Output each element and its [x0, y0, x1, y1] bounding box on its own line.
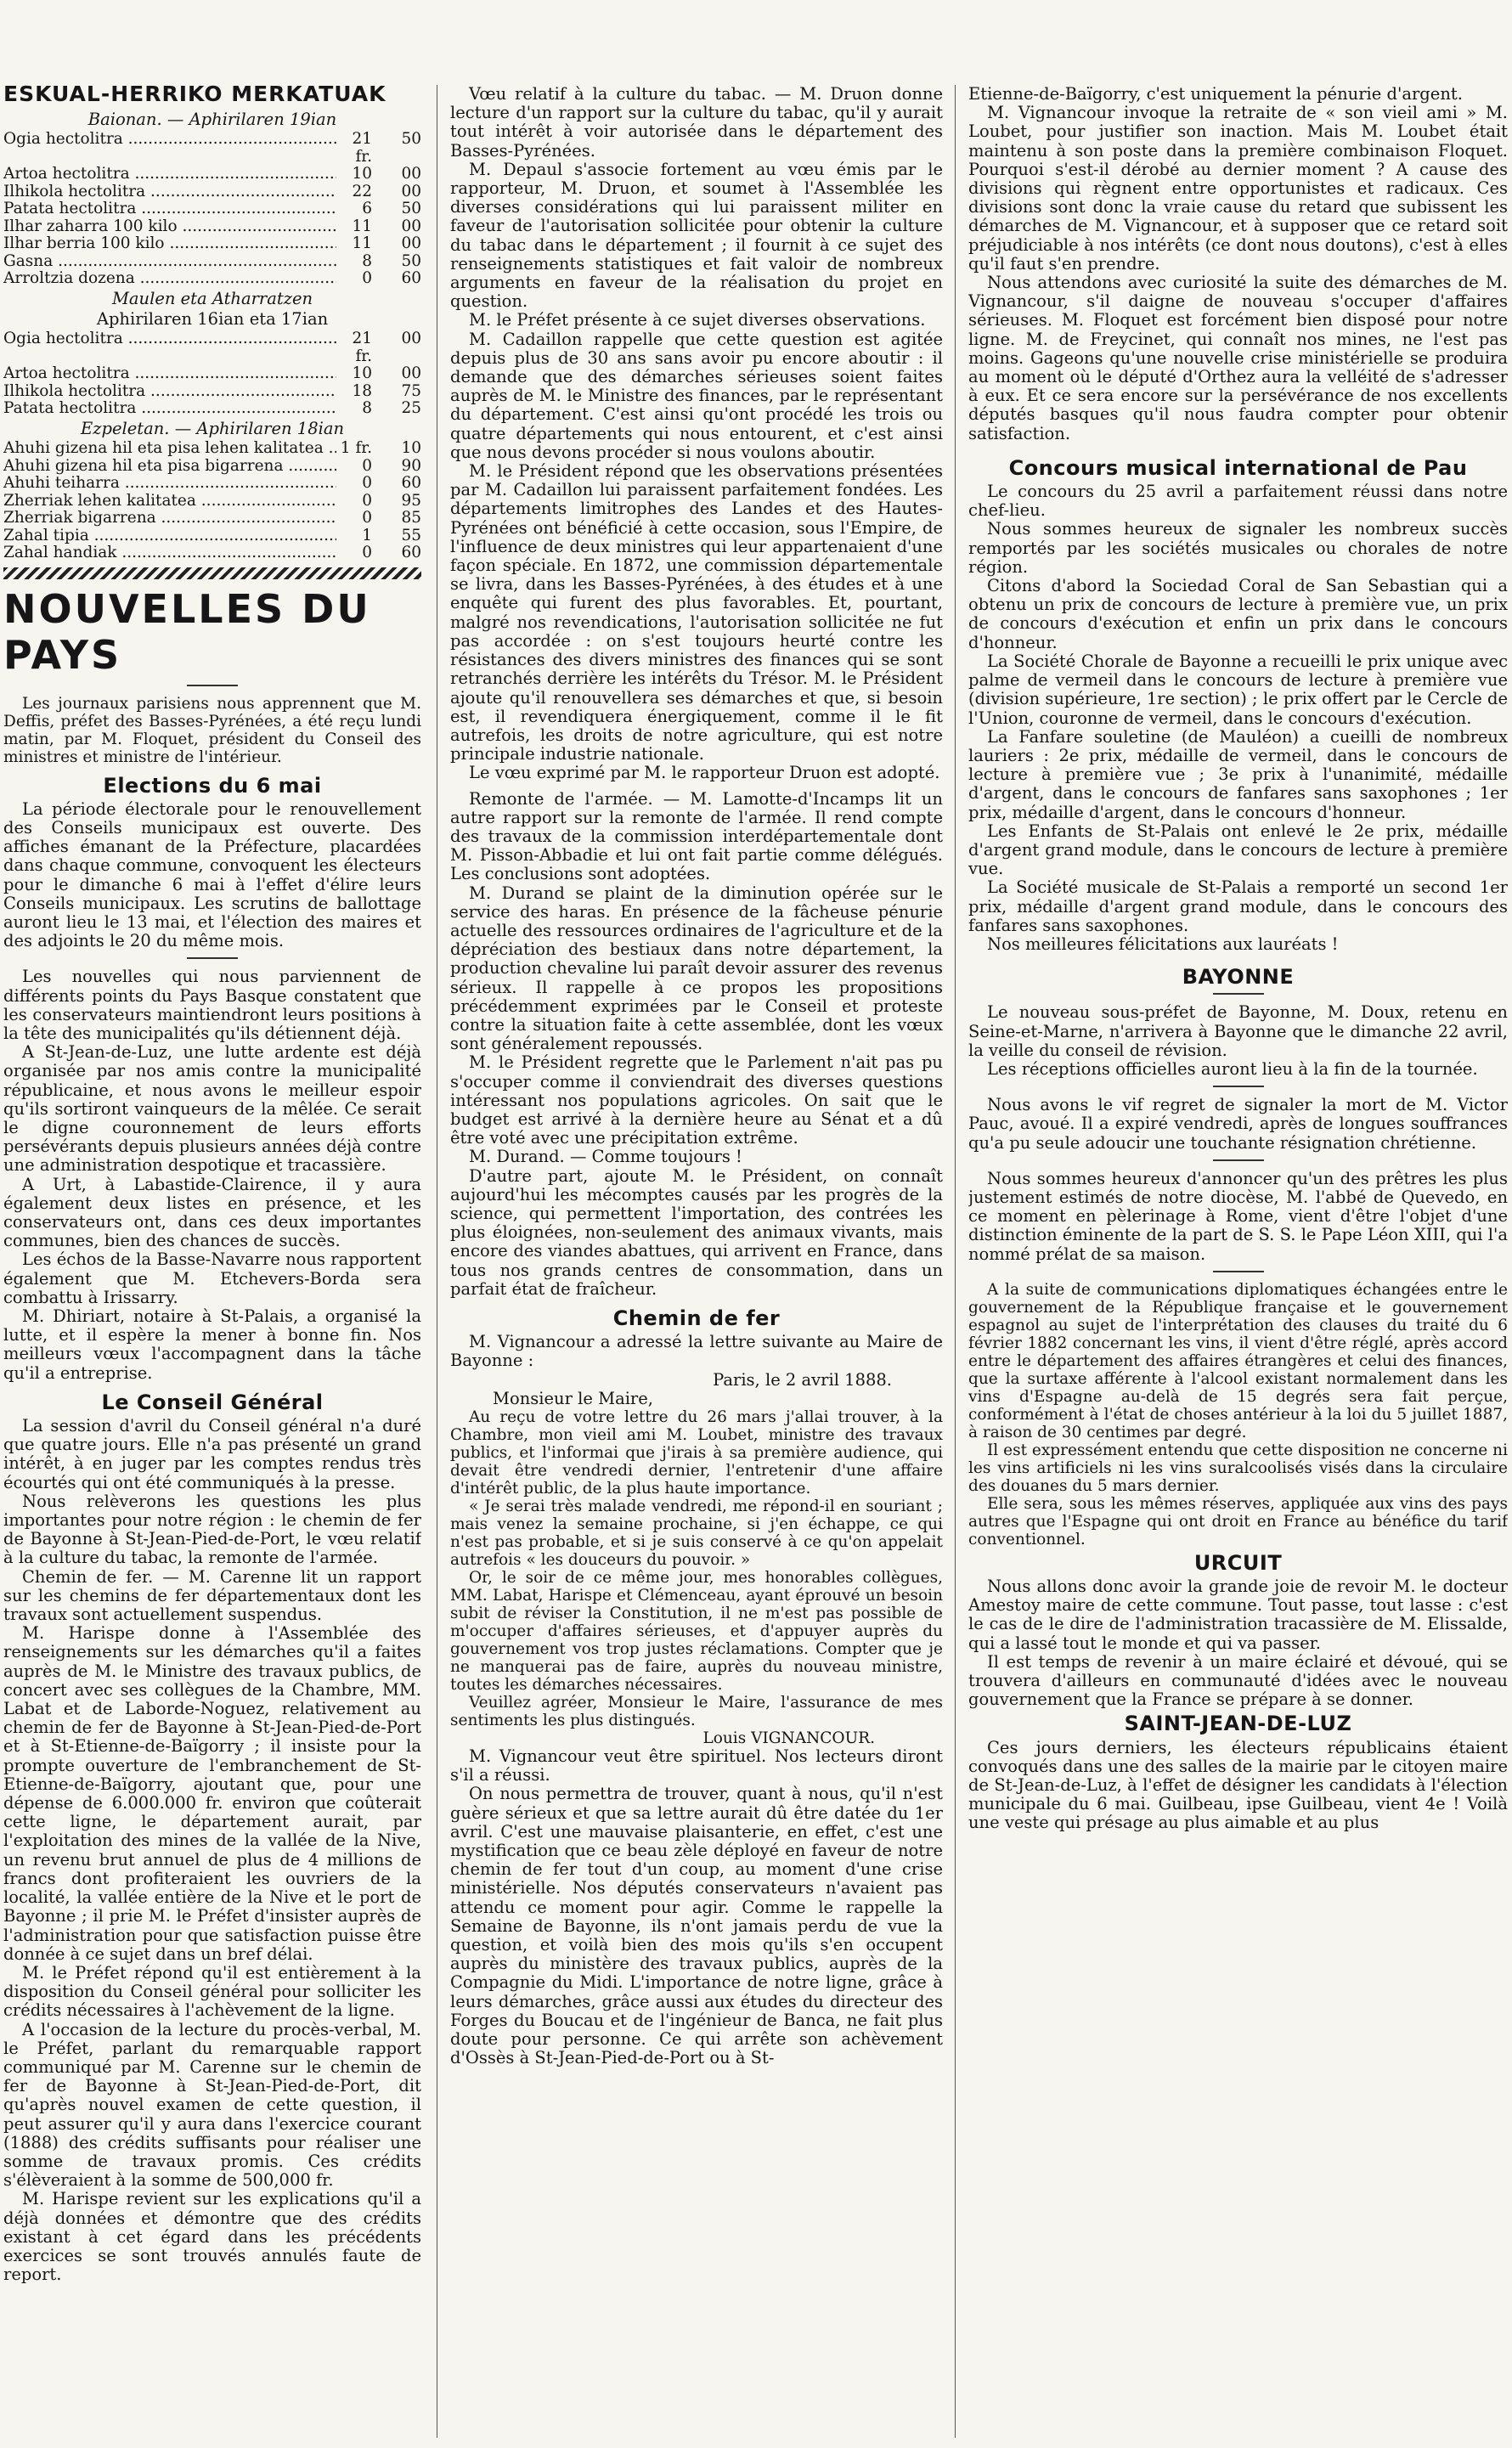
paragraph: A St-Jean-de-Luz, une lutte ardente est déjà organisée par nos amis contre la municipalité républicaine, et nous avons le meilleur espoir qu'ils sortiront vainqueurs de la mêlée. Ce serait le digne couronnement de leurs efforts persévérants depuis plusieurs années déjà contre une administration despotique et tracassière.	[3, 1042, 421, 1176]
letter-paragraph: Au reçu de votre lettre du 26 mars j'allai trouver, à la Chambre, mon vieil ami M. Loubet, ministre des travaux publics, et l'informai que j'irais à sa première audience, qui devait être vendredi dernier, l'entretenir d'une affaire d'intérêt public, de la plus haute importance.	[450, 1408, 943, 1498]
divider	[187, 957, 238, 959]
paragraph: M. le Président répond que les observations présentées par M. Cadaillon lui paraissent parfaitement fondées. Les départements limitrophes des Landes et des Hautes-Pyrénées ont bénéficié à cette occasion, sous l'Empire, de l'influence de deux ministres qui leur appartenaient d'une façon spéciale. En 1872, une commission départementale se livra, dans les Basses-Pyrénées, à des études et à une enquête qui furent des plus favorables. Et, pourtant, malgré nos revendications, l'autorisation sollicitée ne fut pas accordée : on s'est toujours heurté contre les résistances des divers ministres des finances qui se sont retranchés derrière les intérêts du Trésor. M. le Président ajoute qu'il renouvellera ses démarches et que, si besoin est, il revendiquera énergiquement, comme il le fit autrefois, les droits de notre agriculture, qui est notre principale industrie nationale.	[450, 461, 943, 764]
paragraph: Nous relèverons les questions les plus importantes pour notre région : le chemin de fer de Bayonne à St-Jean-Pied-de-Port, le vœu relatif à la culture du tabac, la remonte de l'armée.	[3, 1491, 421, 1568]
paragraph: M. Cadaillon rappelle que cette question est agitée depuis plus de 30 ans sans avoir pu encore aboutir : il demande que des démarches sérieuses soient faites auprès de M. le Ministre des finances, par le représentant du département. C'est ainsi qu'ont procédé les trois ou quatre départements qui nous entourent, et c'est ainsi que nous devons procéder si nous voulons aboutir.	[450, 329, 943, 462]
saint-jean-de-luz-title: SAINT-JEAN-DE-LUZ	[1124, 1712, 1352, 1736]
price-row: Ogia hectolitra ..... 21 fr. 00	[3, 330, 421, 365]
paragraph: Vœu relatif à la culture du tabac. — M. Druon donne lecture d'un rapport sur la culture du tabac, qu'il y aurait tout intérêt à voir autorisée dans le département des Basses-Pyrénées.	[450, 85, 943, 161]
price-row: Zherriak lehen kalitatea ..... 0 95	[3, 493, 421, 510]
paragraph: Nous avons le vif regret de signaler la mort de M. Victor Pauc, avoué. Il a expiré vendredi, après de longues souffrances qu'a pu seule adoucir une touchante résignation chrétienne.	[968, 1095, 1508, 1153]
paragraph: Nous sommes heureux de signaler les nombreux succès remportés par les sociétés musicales ou chorales de notre région.	[968, 519, 1508, 577]
paragraph: A la suite de communications diplomatiques échangées entre le gouvernement de la République française et le gouvernement espagnol au sujet de l'interprétation des clauses du traité du 6 février 1882 concernant les vins, il vient d'être réglé, après accord entre le département des affaires étrangères et celui des finances, que la surtaxe afférente à l'alcool existant normalement dans les vins d'Espagne au-delà de 15 degrés sera fait perçue, conformément à l'état de choses antérieur à la loi du 5 juillet 1887, à raison de 30 centimes par degré.	[968, 1280, 1508, 1441]
urcuit-title: URCUIT	[1193, 1550, 1283, 1575]
paragraph: La période électorale pour le renouvellement des Conseils municipaux est ouverte. Des affiches émanant de la Préfecture, placardées dans chaque commune, convoquent les électeurs pour le dimanche 6 mai à l'effet d'élire leurs Conseils municipaux. Les scrutins de ballottage auront lieu le 13 mai, et l'élection des maires et des adjoints le 20 du même mois.	[3, 798, 421, 951]
paragraph: M. le Préfet présente à ce sujet diverses observations.	[469, 310, 926, 330]
column-rule	[955, 85, 956, 2438]
divider	[1213, 1159, 1264, 1161]
paragraph: M. Harispe donne à l'Assemblée des renseignements sur les démarches qu'il a faites auprès de M. le Ministre des travaux publics, de concert avec ses collègues de la Chambre, MM. Labat et de Laborde-Noguez, relativement au chemin de fer de Bayonne à St-Jean-Pied-de-Port et à St-Etienne-de-Baïgorry ; il insiste pour la prompte ouverture de l'embranchement de St-Etienne-de-Baïgorry, ajoutant que, pour une dépense de 6.000.000 fr. environ que coûterait cette ligne, le département aurait, par l'exploitation des mines de la vallée de la Nive, un revenu brut annuel de plus de 4 millions de francs dont profiteraient les ouvriers de la localité, la vallée entière de la Nive et le port de Bayonne ; il prie M. le Préfet d'insister auprès de l'administration pour que satisfaction puisse être donnée à ce sujet dans un bref délai.	[3, 1623, 421, 1964]
market-title: ESKUAL-HERRIKO MERKATUAK	[3, 85, 386, 106]
price-list-maulen	[3, 330, 421, 418]
paragraph: M. Durand. — Comme toujours !	[469, 1147, 742, 1167]
price-row: Gasna ..... 8 50	[3, 253, 421, 271]
column-2	[450, 85, 943, 2438]
paragraph: Nos meilleures félicitations aux lauréats !	[987, 934, 1339, 954]
price-row: Ilhikola hectolitra ..... 22 00	[3, 183, 421, 201]
market-ezpeleta-heading: Ezpeletan. — Aphirilaren 18ian	[80, 418, 345, 438]
letter-salutation: Monsieur le Maire,	[493, 1388, 653, 1408]
chemin-de-fer-title: Chemin de fer	[612, 1306, 781, 1330]
paragraph: Citons d'abord la Sociedad Coral de San Sebastian qui a obtenu un prix de concours de lecture à première vue, un prix de concours d'exécution et enfin un prix dans le concours d'honneur.	[968, 576, 1508, 652]
price-row: Ilhar berria 100 kilo ..... 11 00	[3, 235, 421, 253]
divider	[1213, 1086, 1264, 1087]
paragraph: La Société Chorale de Bayonne a recueilli le prix unique avec palme de vermeil dans le concours de lecture à première vue (division supérieure, 1re section) ; le prix offert par le Cercle de l'Union, couronne de vermeil, dans le concours d'exécution.	[968, 651, 1508, 728]
price-row: Arroltzia dozena ..... 0 60	[3, 270, 421, 288]
price-list-baiona	[3, 131, 421, 288]
concours-title: Concours musical international de Pau	[1008, 455, 1468, 480]
divider	[1213, 1271, 1264, 1272]
paragraph: A Urt, à Labastide-Clairence, il y aura également deux listes en présence, et les conservateurs ont, dans ces deux importantes communes, bien des chances de succès.	[3, 1174, 421, 1251]
paragraph: Il est expressément entendu que cette disposition ne concerne ni les vins artificiels ni les vins suralcoolisés visés dans la circulaire des douanes du 5 mars dernier.	[968, 1441, 1508, 1495]
price-row: Ahuhi gizena hil eta pisa lehen kalitatea ..... 1 fr. 10	[3, 440, 421, 458]
price-row: Ahuhi gizena hil eta pisa bigarrena ..... 0 90	[3, 458, 421, 476]
price-row: Patata hectolitra ..... 8 25	[3, 400, 421, 418]
price-row: Patata hectolitra ..... 6 50	[3, 200, 421, 218]
paragraph: M. le Président regrette que le Parlement n'ait pas pu s'occuper comme il conviendrait des diverses questions intéressant nos populations agricoles. On sait que le budget est arrivé à la dernière heure au Sénat et a dû être voté avec une précipitation extrême.	[450, 1052, 943, 1148]
paragraph: M. Durand se plaint de la diminution opérée sur le service des haras. En présence de la fâcheuse pénurie actuelle des ressources ordinaires de l'agriculture et de la dépréciation des bestiaux dans notre département, la production chevaline lui paraît devoir assurer des revenus sérieux. Il rappelle à ce propos les propositions précédemment exprimées par le Conseil et proteste contre la situation faite à cette assemblée, dont les vœux sont généralement repoussés.	[450, 883, 943, 1054]
column-1	[3, 85, 421, 2438]
market-baiona-heading: Baionan. — Aphirilaren 19ian	[87, 110, 337, 130]
paragraph: Nous sommes heureux d'annoncer qu'un des prêtres les plus justement estimés de notre diocèse, M. l'abbé de Quevedo, en ce moment en pèlerinage à Rome, vient d'être l'objet d'une distinction éminente de la part de S. S. le Pape Léon XIII, qui l'a nommé prélat de sa maison.	[968, 1168, 1508, 1264]
market-maulen-date: Aphirilaren 16ian eta 17ian	[96, 309, 329, 330]
paragraph: Chemin de fer. — M. Carenne lit un rapport sur les chemins de fer départementaux dont les travaux sont actuellement suspendus.	[3, 1566, 421, 1625]
price-row: Zahal handiak ..... 0 60	[3, 544, 421, 562]
decorative-border	[3, 567, 421, 579]
paragraph: La session d'avril du Conseil général n'a duré que quatre jours. Elle n'a pas présenté un grand intérêt, à en juger par les comptes rendus très écourtés qui ont été communiqués à la presse.	[3, 1416, 421, 1492]
paragraph: D'autre part, ajoute M. le Président, on connaît aujourd'hui les mécomptes causés par les progrès de la science, qui permettent l'importation, des contrées les plus éloignées, non-seulement des animaux vivants, mais encore des viandes abattues, qui arrivent en France, dans tous nos grands centres de consommation, dans un parfait état de fraîcheur.	[450, 1165, 943, 1299]
paragraph: M. Vignancour invoque la retraite de « son vieil ami » M. Loubet, pour justifier son inaction. Mais M. Loubet était maintenu à son poste dans la première combinaison Floquet. Pourquoi s'est-il dérobé au dernier moment ? A cause des divisions qui règnent entre opportunistes et radicaux. Ces divisions sont donc la vraie cause du retard que subissent les démarches de M. Vignancour, et à supposer que ce retard soit préjudiciable à nos intérêts (ce dont nous doutons), c'est à elles qu'il faut s'en prendre.	[968, 103, 1508, 274]
price-list-ezpeleta	[3, 440, 421, 562]
price-row: Zherriak bigarrena ..... 0 85	[3, 510, 421, 527]
divider	[1213, 993, 1264, 995]
column-3	[968, 85, 1508, 2438]
price-row: Artoa hectolitra ..... 10 00	[3, 166, 421, 183]
paragraph: On nous permettra de trouver, quant à nous, qu'il n'est guère sérieux et que sa lettre aurait dû être datée du 1er avril. C'est une mauvaise plaisanterie, en effet, c'est une mystification que ce beau zèle déployé en faveur de notre chemin de fer tout d'un coup, au moment d'une crise ministérielle. Nos députés conservateurs n'avaient pas attendu ce moment pour agir. Comme le rappelle la Semaine de Bayonne, ils n'ont jamais perdu de vue la question, et voilà bien des mois qu'ils s'en occupent auprès du ministère des travaux publics, auprès de la Compagnie du Midi. L'importance de notre ligne, grâce à leurs démarches, grâce aussi aux études du directeur des Forges du Boucau et de l'ingénieur de Banca, ne fait plus doute pour personne. Ce qui arrête son achèvement d'Ossès à St-Jean-Pied-de-Port ou à St-	[450, 1784, 943, 2068]
divider	[187, 685, 238, 686]
letter-date: Paris, le 2 avril 1888.	[713, 1369, 892, 1390]
paragraph: Il est temps de revenir à un maire éclairé et dévoué, qui se trouvera d'ailleurs en communauté d'idées avec le nouveau gouvernement que la France se prépare à se donner.	[968, 1651, 1508, 1710]
paragraph: Les échos de la Basse-Navarre nous rapportent également que M. Etchevers-Borda sera combattu à Irissarry.	[3, 1249, 421, 1307]
paragraph: M. le Préfet répond qu'il est entièrement à la disposition du Conseil général pour solliciter les crédits nécessaires à l'achèvement de la ligne.	[3, 1962, 421, 2021]
price-row: Artoa hectolitra ..... 10 00	[3, 365, 421, 383]
conseil-title: Le Conseil Général	[101, 1390, 324, 1414]
paragraph: Etienne-de-Baïgorry, c'est uniquement la pénurie d'argent.	[968, 85, 1463, 104]
letter-paragraph: « Je serai très malade vendredi, me répond-il en souriant ; mais venez la semaine prochaine, si j'en échappe, ce qui n'est pas probable, et si je suis conservé à ce qu'on appelait autrefois « les douceurs du pouvoir. »	[450, 1498, 943, 1570]
paragraph: M. Harispe revient sur les explications qu'il a déjà données et démontre que des crédits existant à cet égard dans les précédents exercices se sont trouvés annulés faute de report.	[3, 2189, 421, 2285]
paragraph: Nous attendons avec curiosité la suite des démarches de M. Vignancour, s'il daigne de nouveau s'occuper d'affaires sérieuses. M. Floquet est forcément bien disposé pour notre ligne. M. de Freycinet, qui connaît nos mines, ne l'est pas moins. Gageons qu'une nouvelle crise ministérielle se produira au moment où le député d'Orthez aura la velléité de s'adresser à eux. Et ce sera encore sur la persévérance de nos excellents députés basques qu'il nous faudra compter pour obtenir satisfaction.	[968, 273, 1508, 443]
price-row: Zahal tipia ..... 1 55	[3, 527, 421, 545]
letter-signature: Louis VIGNANCOUR.	[702, 1729, 875, 1748]
paragraph: Elle sera, sous les mêmes réserves, appliquée aux vins des pays autres que l'Espagne qui ont droit en France au bénéfice du tarif conventionnel.	[968, 1494, 1508, 1548]
paragraph: M. Vignancour a adressé la lettre suivante au Maire de Bayonne :	[450, 1332, 943, 1371]
price-row: Ogia hectolitra ..... 21 fr. 50	[3, 131, 421, 166]
paragraph: Les réceptions officielles auront lieu à la fin de la tournée.	[987, 1058, 1478, 1079]
paragraph: Le nouveau sous-préfet de Bayonne, M. Doux, retenu en Seine-et-Marne, n'arrivera à Bayonne que le dimanche 22 avril, la veille du conseil de révision.	[968, 1002, 1508, 1060]
paragraph: M. Dhiriart, notaire à St-Palais, a organisé la lutte, et il espère la mener à bonne fin. Nos meilleurs vœux l'accompagnent dans la tâche qu'il a entreprise.	[3, 1306, 421, 1383]
paragraph: Nous allons donc avoir la grande joie de revoir M. le docteur Amestoy maire de cette commune. Tout passe, tout lasse : c'est le cas de le dire de l'administration tracassière de M. Elissalde, qui a lassé tout le monde et qui va passer.	[968, 1576, 1508, 1653]
bayonne-title: BAYONNE	[1182, 965, 1295, 990]
letter-paragraph: Veuillez agréer, Monsieur le Maire, l'assurance de mes sentiments les plus distingués.	[450, 1694, 943, 1730]
elections-title: Elections du 6 mai	[103, 773, 322, 798]
paragraph: La Société musicale de St-Palais a remporté un second 1er prix, médaille d'argent grand module, dans le concours des fanfares sans saxophones.	[968, 877, 1508, 935]
paragraph: Le concours du 25 avril a parfaitement réussi dans notre chef-lieu.	[968, 482, 1508, 521]
paragraph: Remonte de l'armée. — M. Lamotte-d'Incamps lit un autre rapport sur la remonte de l'armée. Il rend compte des travaux de la commission interdépartementale dont M. Pisson-Abbadie et lui ont fait partie comme délégués. Les conclusions sont adoptées.	[450, 788, 943, 884]
market-maulen-heading: Maulen eta Atharratzen	[111, 288, 313, 308]
paragraph: Ces jours derniers, les électeurs républicains étaient convoqués dans une des salles de la mairie par le citoyen maire de St-Jean-de-Luz, à l'effet de désigner les candidats à l'élection municipale du 6 mai. Guilbeau, ipse Guilbeau, vient 4e ! Voilà une veste qui présage au plus aimable et au plus	[968, 1737, 1508, 1833]
letter-paragraph: Or, le soir de ce même jour, mes honorables collègues, MM. Labat, Harispe et Clémenceau, ayant éprouvé un besoin subit de réviser la Constitution, il ne m'est pas possible de m'occuper d'affaires sérieuses, et d'appuyer auprès du gouvernement vos trop justes réclamations. Compter que je ne manquerai pas de faire, auprès du nouveau ministre, toutes les démarches nécessaires.	[450, 1569, 943, 1695]
paragraph: Les Enfants de St-Palais ont enlevé le 2e prix, médaille d'argent grand module, dans le concours de lecture à première vue.	[968, 821, 1508, 879]
paragraph: M. Vignancour veut être spirituel. Nos lecteurs diront s'il a réussi.	[450, 1746, 943, 1785]
paragraph: Le vœu exprimé par M. le rapporteur Druon est adopté.	[469, 763, 940, 783]
paragraph: La Fanfare souletine (de Mauléon) a cueilli de nombreux lauriers : 2e prix, médaille de vermeil, dans le concours de lecture à première vue ; 3e prix à l'unanimité, médaille d'argent, dans le concours de fanfares sans saxophones ; 1er prix, médaille d'argent, dans le concours d'honneur.	[968, 726, 1508, 822]
price-row: Ilhar zaharra 100 kilo ..... 11 00	[3, 218, 421, 236]
nouvelles-intro: Les journaux parisiens nous apprennent que M. Deffis, préfet des Basses-Pyrénées, a été reçu lundi matin, par M. Floquet, président du Conseil des ministres et ministre de l'intérieur.	[3, 694, 421, 766]
paragraph: A l'occasion de la lecture du procès-verbal, M. le Préfet, parlant du remarquable rapport communiqué par M. Carenne sur le chemin de fer de Bayonne à St-Jean-Pied-de-Port, dit qu'après nouvel examen de cette question, il peut assurer qu'il y aura dans l'exercice courant (1888) des crédits suffisants pour réaliser une somme de travaux promis. Ces crédits s'élèveraient à la somme de 500,000 fr.	[3, 2019, 421, 2191]
paragraph: Les nouvelles qui nous parviennent de différents points du Pays Basque constatent que les conservateurs maintiendront leurs positions à la tête des municipalités qu'ils détiennent déjà.	[3, 967, 421, 1043]
price-row: Ahuhi teiharra ..... 0 60	[3, 475, 421, 493]
nouvelles-title: NOUVELLES DU PAYS	[3, 585, 371, 678]
paragraph: M. Depaul s'associe fortement au vœu émis par le rapporteur, M. Druon, et soumet à l'Assemblée les diverses considérations qui lui paraissent militer en faveur de l'autorisation sollicitée pour obtenir la culture du tabac dans le département ; il fournit à ce sujet des renseignements statistiques et fait valoir de nombreux arguments en faveur de la réalisation du projet en question.	[450, 159, 943, 312]
price-row: Ilhikola hectolitra ..... 18 75	[3, 383, 421, 401]
